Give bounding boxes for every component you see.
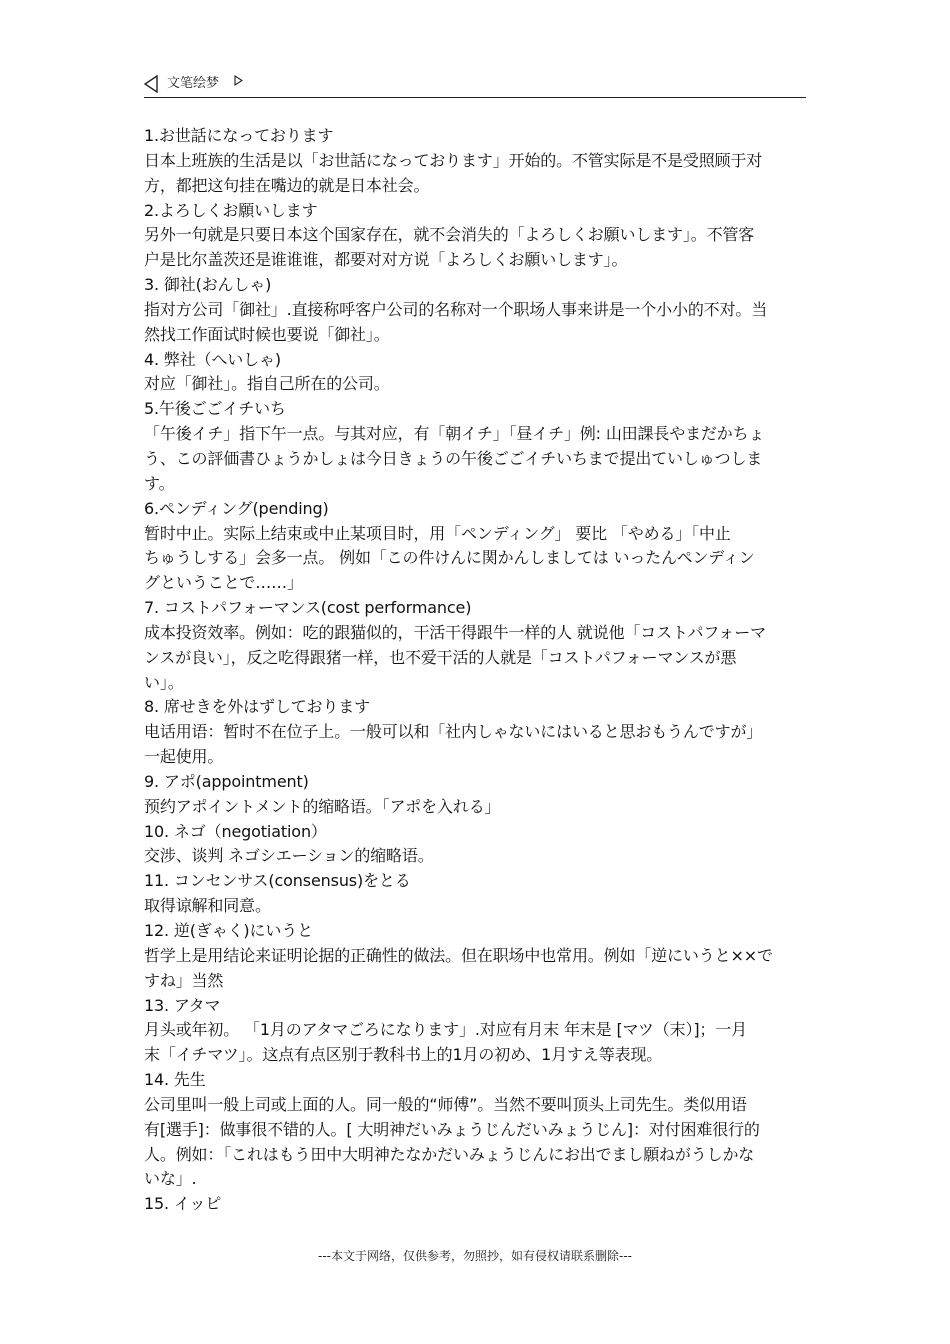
text-line: 12. 逆(ぎゃく)にいうと [144, 921, 313, 940]
page-header [144, 72, 806, 98]
text-line: 暂时中止。实际上结束或中止某项目时，用「ペンディング」 要比 「やめる」「中止 [144, 523, 731, 543]
text-line: 成本投资效率。例如：吃的跟猫似的，干活干得跟牛一样的人 就说他「コストパフォーマ [144, 622, 766, 642]
text-line: 电话用语：暂时不在位子上。一般可以和「社内しゃないにはいると思おもうんですが」 [144, 722, 763, 742]
text-line: ちゅうしする」会多一点。 例如「この件けんに関かんしましては いったんペンディン [144, 548, 755, 568]
text-line: 取得谅解和同意。 [144, 896, 271, 916]
text-line: 一起使用。 [144, 747, 224, 767]
text-line: 15. イッピ [144, 1194, 222, 1214]
text-line: 预约アポイントメント的缩略语。「アポを入れる」 [144, 796, 501, 816]
text-line: 哲学上是用结论来证明论据的正确性的做法。但在职场中也常用。例如「逆にいうと××で [144, 945, 773, 965]
text-line: 11. コンセンサス(consensus)をとる [144, 871, 411, 891]
text-line: 4. 弊社（へいしゃ) [144, 349, 281, 369]
text-line: 6.ペンディング(pending) [144, 498, 329, 518]
text-line: 人。例如：「これはもう田中大明神たなかだいみょうじんにお出でまし願ねがうしかな [144, 1144, 755, 1164]
text-line: 公司里叫一般上司或上面的人。同一般的“师傅”。当然不要叫顶头上司先生。类似用语 [144, 1094, 747, 1114]
text-line: 8. 席せきを外はずしております [144, 697, 370, 717]
text-line: う、この評価書ひょうかしょは今日きょうの午後ごごイチいちまで提出ていしゅつしま [144, 448, 763, 468]
text-line: すね」当然 [144, 970, 224, 990]
text-line: す。 [144, 473, 175, 493]
text-line: 1.お世話になっております [144, 126, 334, 145]
text-line: 月头或年初。 「1月のアタマごろになります」.对应有月末 年末是 [マツ（末）]；一月 [144, 1020, 747, 1040]
text-line: 9. アポ(appointment) [144, 771, 309, 791]
text-line: 10. ネゴ（negotiation） [144, 821, 327, 841]
text-line: 对应「御社」。指自己所在的公司。 [144, 374, 390, 394]
text-line: い」。 [144, 672, 184, 692]
text-line: 日本上班族的生活是以「お世話になっております」开始的。不管实际是不是受照顾于对 [144, 150, 763, 170]
text-line: 5.午後ごごイチいち [144, 399, 286, 419]
text-line: 3. 御社(おんしゃ) [144, 275, 272, 295]
text-line: 13. アタマ [144, 995, 221, 1015]
text-line: 14. 先生 [144, 1070, 206, 1090]
text-line: 有[選手]：做事很不错的人。[ 大明神だいみょうじんだいみょうじん]：对付困难很行的 [144, 1119, 760, 1139]
text-line: 7. コストパフォーマンス(cost performance) [144, 598, 472, 618]
triangle-right-icon [234, 75, 243, 86]
triangle-left-icon [144, 75, 158, 93]
text-line: 「午後イチ」指下午一点。与其对应，有「朝イチ」「昼イチ」例: 山田課長やまだかちょ [144, 424, 765, 444]
page-footer-note: ---本文于网络，仅供参考，勿照抄，如有侵权请联系删除--- [318, 1249, 632, 1263]
text-line: ンスが良い」，反之吃得跟猪一样，也不爱干活的人就是「コストパフォーマンスが悪 [144, 647, 737, 667]
text-line: 交涉、谈判 ネゴシエーション的缩略语。 [144, 846, 434, 866]
text-line: 方，都把这句挂在嘴边的就是日本社会。 [144, 175, 430, 195]
text-line: 另外一句就是只要日本这个国家存在，就不会消失的「よろしくお願いします」。不管客 [144, 225, 755, 245]
text-line: 末「イチマツ」。这点有点区别于教科书上的1月の初め、1月すえ等表现。 [144, 1045, 663, 1065]
text-line: 2.よろしくお願いします [144, 200, 318, 220]
text-line: いな」. [144, 1169, 197, 1189]
text-line: 指对方公司「御社」.直接称呼客户公司的名称对一个职场人事来讲是一个小小的不对。当 [144, 299, 768, 319]
header-brand: 文笔绘梦 [167, 76, 220, 91]
text-line: 然找工作面试时候也要说「御社」。 [144, 324, 390, 344]
text-line: 户是比尔盖茨还是谁谁谁，都要对对方说「よろしくお願いします」。 [144, 250, 628, 270]
document-body [144, 124, 808, 1217]
text-line: グということで……」 [144, 573, 303, 593]
